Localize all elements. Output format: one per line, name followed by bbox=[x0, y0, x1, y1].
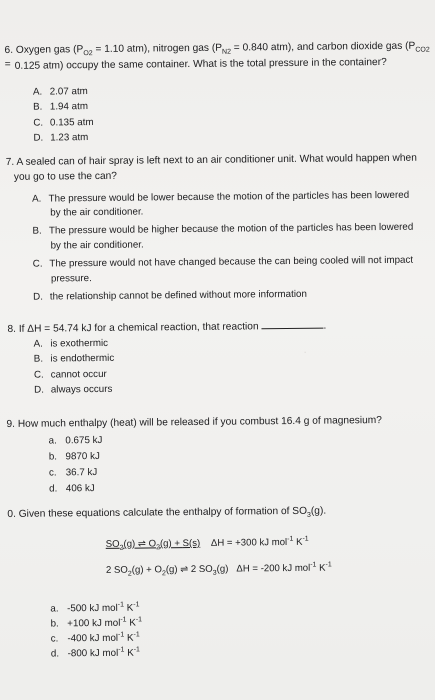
option-7b[interactable]: B. The pressure would be higher because the motion of the particles has been lowered bbox=[32, 221, 414, 237]
question-6-line2: 0.125 atm) occupy the same container. What is the total pressure in the container? bbox=[14, 56, 387, 72]
question-number: 7. bbox=[5, 156, 15, 168]
option-6c[interactable]: C. 0.135 atm bbox=[33, 117, 94, 129]
option-7d[interactable]: D. the relationship cannot be defined without more information bbox=[33, 288, 307, 303]
question-7 bbox=[6, 152, 417, 170]
option-10a[interactable]: a. -500 kJ mol$^{-1}$ $K^{-1}$ bbox=[50, 601, 140, 615]
option-10b[interactable]: b. +100 kJ mol$^{-1}$ $K^{-1}$ bbox=[50, 616, 143, 630]
option-7a-cont: by the air conditioner. bbox=[50, 206, 144, 219]
option-8a[interactable]: A. is exothermic bbox=[33, 337, 109, 350]
question-7-line2: you go to use the can? bbox=[13, 170, 118, 183]
option-10c[interactable]: c. -400 kJ mol$^{-1}$ $K^{-1}$ bbox=[50, 631, 140, 645]
option-7a[interactable]: A. The pressure would be lower because the motion of the particles has been lowered bbox=[32, 189, 410, 205]
question-stem: A sealed can of hair spray is left next to an air conditioner unit. What would happen when bbox=[16, 152, 417, 168]
question-stem: How much enthalpy (heat) will be released if you combust 16.4 g of magnesium? bbox=[17, 415, 382, 430]
option-8c[interactable]: C. cannot occur bbox=[33, 368, 107, 381]
enthalpy-value-2: ΔH = -200 kJ mol$^{-1}$ $K^{-1}$ bbox=[236, 561, 332, 575]
option-6d[interactable]: D. 1.23 atm bbox=[33, 132, 89, 144]
option-7b-cont: by the air conditioner. bbox=[50, 239, 144, 252]
option-6b[interactable]: B. 1.94 atm bbox=[33, 101, 89, 113]
option-8d[interactable]: D. always occurs bbox=[34, 383, 113, 396]
question-number: 9. bbox=[6, 418, 16, 430]
answer-blank[interactable] bbox=[261, 319, 323, 330]
option-7c-cont: pressure. bbox=[50, 273, 92, 285]
option-6a[interactable]: A. 2.07 atm bbox=[32, 86, 88, 98]
option-9d[interactable]: d. 406 kJ bbox=[49, 483, 95, 495]
question-stem: Oxygen gas ($P_{O2} = 1.10$ atm), nitrogen gas ($P_{N2} = 0.840$ atm), and carbon dioxide gas ($P_{CO2}$ = bbox=[4, 40, 430, 70]
option-9a[interactable]: a. 0.675 kJ bbox=[48, 434, 103, 447]
enthalpy-value-1: ΔH = +300 kJ mol$^{-1}$ $K^{-1}$ bbox=[210, 535, 309, 549]
question-10 bbox=[7, 505, 326, 522]
bleed-through-text: . bbox=[303, 344, 307, 356]
option-9c[interactable]: c. 36.7 kJ bbox=[48, 467, 98, 479]
equation-2: 2 $SO_2(g) + O_2(g)$ ⇌ 2 $SO_3(g)$ ΔH = -200 kJ mol$^{-1}$ $K^{-1}$ bbox=[105, 561, 332, 578]
option-9b[interactable]: b. 9870 kJ bbox=[48, 450, 100, 463]
option-8b[interactable]: B. is endothermic bbox=[33, 352, 115, 365]
question-number: 8. bbox=[7, 323, 17, 335]
question-stem: If ΔH = 54.74 kJ for a chemical reaction, that reaction bbox=[18, 321, 259, 335]
question-stem: Given these equations calculate the enthalpy of formation of $SO_3(g)$. bbox=[18, 505, 327, 520]
question-9 bbox=[6, 414, 382, 432]
question-number: 6. bbox=[4, 44, 14, 56]
option-7c[interactable]: C. The pressure would not have changed because the can being cooled will not impact bbox=[32, 254, 414, 270]
question-8: 8. If ΔH = 54.74 kJ for a chemical reaction, that reaction . bbox=[7, 320, 327, 335]
question-number: 0. bbox=[7, 508, 16, 520]
option-10d[interactable]: d. -800 kJ mol$^{-1}$ $K^{-1}$ bbox=[50, 646, 140, 660]
equation-1: $SO_2(g)$ ⇌ $O_2(g) + S(s)$ ΔH = +300 kJ mol$^{-1}$ $K^{-1}$ bbox=[105, 535, 309, 552]
